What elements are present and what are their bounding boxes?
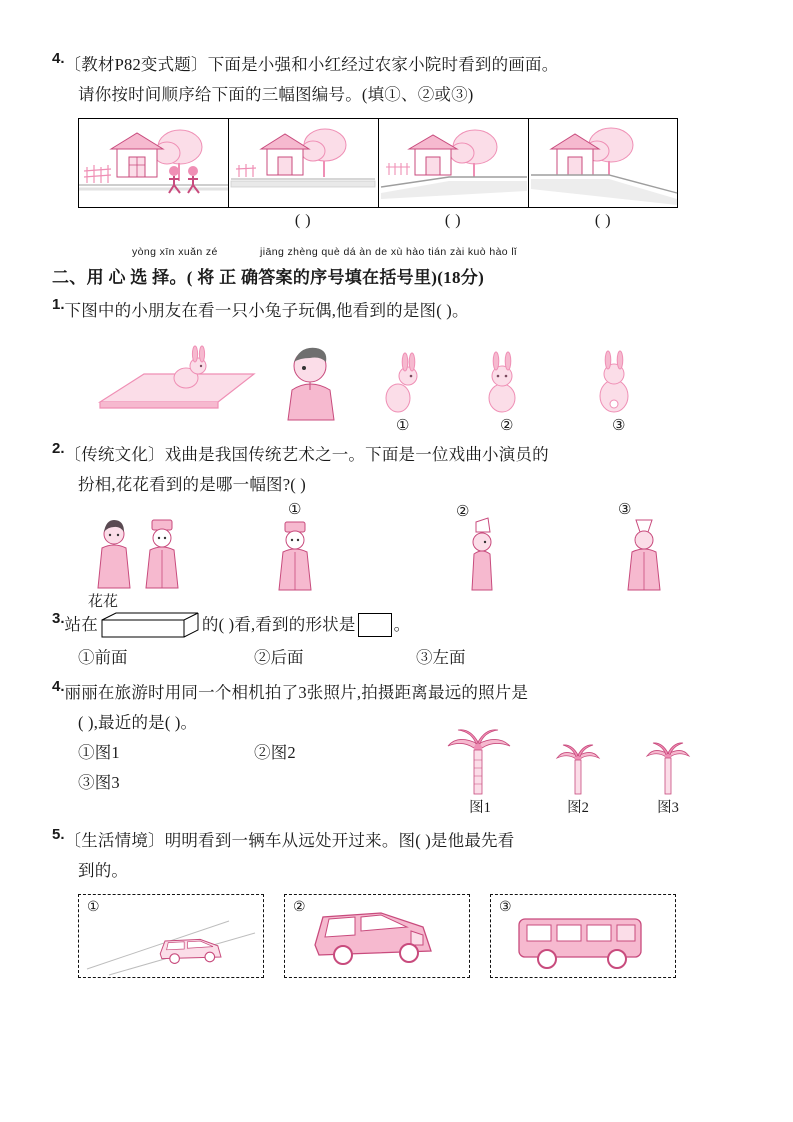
- q4b-caption-1: 图1: [469, 800, 491, 816]
- section-2-title: 二、用 心 选 择。( 将 正 确答案的序号填在括号里)(18分): [52, 268, 485, 287]
- q3-text-before: 站在: [64, 615, 98, 634]
- shape-answer-box[interactable]: [358, 613, 392, 637]
- q5-panel-2: [284, 894, 470, 978]
- q3-option-1[interactable]: ①前面: [78, 648, 128, 667]
- q4-answer-4[interactable]: ( ): [594, 212, 612, 229]
- question-text-line2: 扮相,花花看到的是哪一幅图?( ): [78, 475, 306, 494]
- q5-option-1[interactable]: ①: [87, 900, 100, 915]
- question-text: 下图中的小朋友在看一只小兔子玩偶,他看到的是图( )。: [64, 301, 469, 320]
- q4b-option-3[interactable]: ③图3: [78, 773, 120, 792]
- q1-option-3[interactable]: ③: [612, 418, 626, 434]
- q4-answer-row: [78, 212, 678, 230]
- cuboid-icon: [100, 611, 200, 639]
- question-2: [52, 440, 742, 470]
- question-text-line1: 丽丽在旅游时用同一个相机拍了3张照片,拍摄距离最远的照片是: [64, 683, 529, 702]
- pinyin-part-1: yòng xīn xuǎn zé: [132, 246, 218, 258]
- q4b-option-1[interactable]: ①图1: [78, 743, 120, 762]
- farmyard-scene-flat-icon: [229, 119, 379, 207]
- q4-answer-3[interactable]: ( ): [444, 212, 462, 229]
- q5-panel-3: [490, 894, 676, 978]
- q2-option-3[interactable]: ③: [618, 502, 632, 518]
- q4-scene-2: [229, 119, 379, 207]
- q4-answer-2[interactable]: ( ): [294, 212, 312, 229]
- page-content: [52, 50, 742, 978]
- q4-scene-1: [79, 119, 229, 207]
- question-4-top: [52, 50, 742, 80]
- q3-text-mid: 的( )看,看到的形状是: [201, 615, 356, 634]
- van-mid-icon: [285, 895, 469, 977]
- q5-panel-1: [78, 894, 264, 978]
- q5-option-3[interactable]: ③: [499, 900, 512, 915]
- question-4-bottom: [52, 678, 742, 708]
- question-text-line2: 请你按时间顺序给下面的三幅图编号。(填①、②或③): [78, 85, 474, 104]
- question-5: [52, 826, 742, 856]
- q4b-options-and-trees: [78, 738, 742, 822]
- question-1: [52, 296, 742, 326]
- question-text-line1: 〔生活情境〕明明看到一辆车从远处开过来。图( )是他最先看: [64, 831, 515, 850]
- farmyard-scene-slope-right-icon: [529, 119, 679, 207]
- question-text-line1: 〔教材P82变式题〕下面是小强和小红经过农家小院时看到的画面。: [64, 55, 559, 74]
- q1-illustration: [78, 328, 742, 436]
- question-text-line2: ( ),最近的是( )。: [78, 713, 198, 732]
- q4b-caption-2: 图2: [567, 800, 589, 816]
- q2-option-1[interactable]: ①: [288, 502, 302, 518]
- palm-trees-distance-icon: [418, 726, 718, 798]
- q4b-option-2[interactable]: ②图2: [254, 743, 296, 762]
- farmyard-scene-slope-left-icon: [379, 119, 529, 207]
- van-near-icon: [491, 895, 675, 977]
- q4-answer-1[interactable]: [78, 212, 228, 230]
- q5-option-2[interactable]: ②: [293, 900, 306, 915]
- question-text-line2: 到的。: [78, 861, 129, 880]
- q3-text-after: 。: [393, 615, 411, 634]
- farmyard-scene-near-icon: [79, 119, 229, 207]
- van-far-icon: [79, 895, 263, 977]
- question-number: 5.: [52, 826, 65, 843]
- question-number: 1.: [52, 296, 65, 313]
- question-number: 4.: [52, 50, 65, 67]
- q3-options: [78, 644, 742, 668]
- q5-image-panels: [78, 894, 678, 978]
- q1-option-1[interactable]: ①: [396, 418, 410, 434]
- q4-scene-4: [529, 119, 679, 207]
- opera-performer-scene-icon: [78, 514, 718, 614]
- q1-option-2[interactable]: ②: [500, 418, 514, 434]
- question-text-line1: 〔传统文化〕戏曲是我国传统艺术之一。下面是一位戏曲小演员的: [64, 445, 549, 464]
- question-3: [52, 610, 742, 640]
- question-number: 2.: [52, 440, 65, 457]
- q2-option-2[interactable]: ②: [456, 504, 470, 520]
- q4b-caption-3: 图3: [657, 800, 679, 816]
- question-number: 4.: [52, 678, 65, 695]
- q4-scene-3: [379, 119, 529, 207]
- question-number: 3.: [52, 610, 65, 627]
- pinyin-part-2: jiāng zhèng què dá àn de xù hào tián zài kuò hào lǐ: [260, 246, 517, 258]
- q3-option-2[interactable]: ②后面: [254, 648, 304, 667]
- section-2-pinyin: [52, 246, 742, 262]
- q2-illustration: [78, 500, 742, 610]
- q2-person-label: 花花: [88, 594, 119, 610]
- q4-image-panel: [78, 118, 678, 208]
- q3-option-3[interactable]: ③左面: [416, 648, 466, 667]
